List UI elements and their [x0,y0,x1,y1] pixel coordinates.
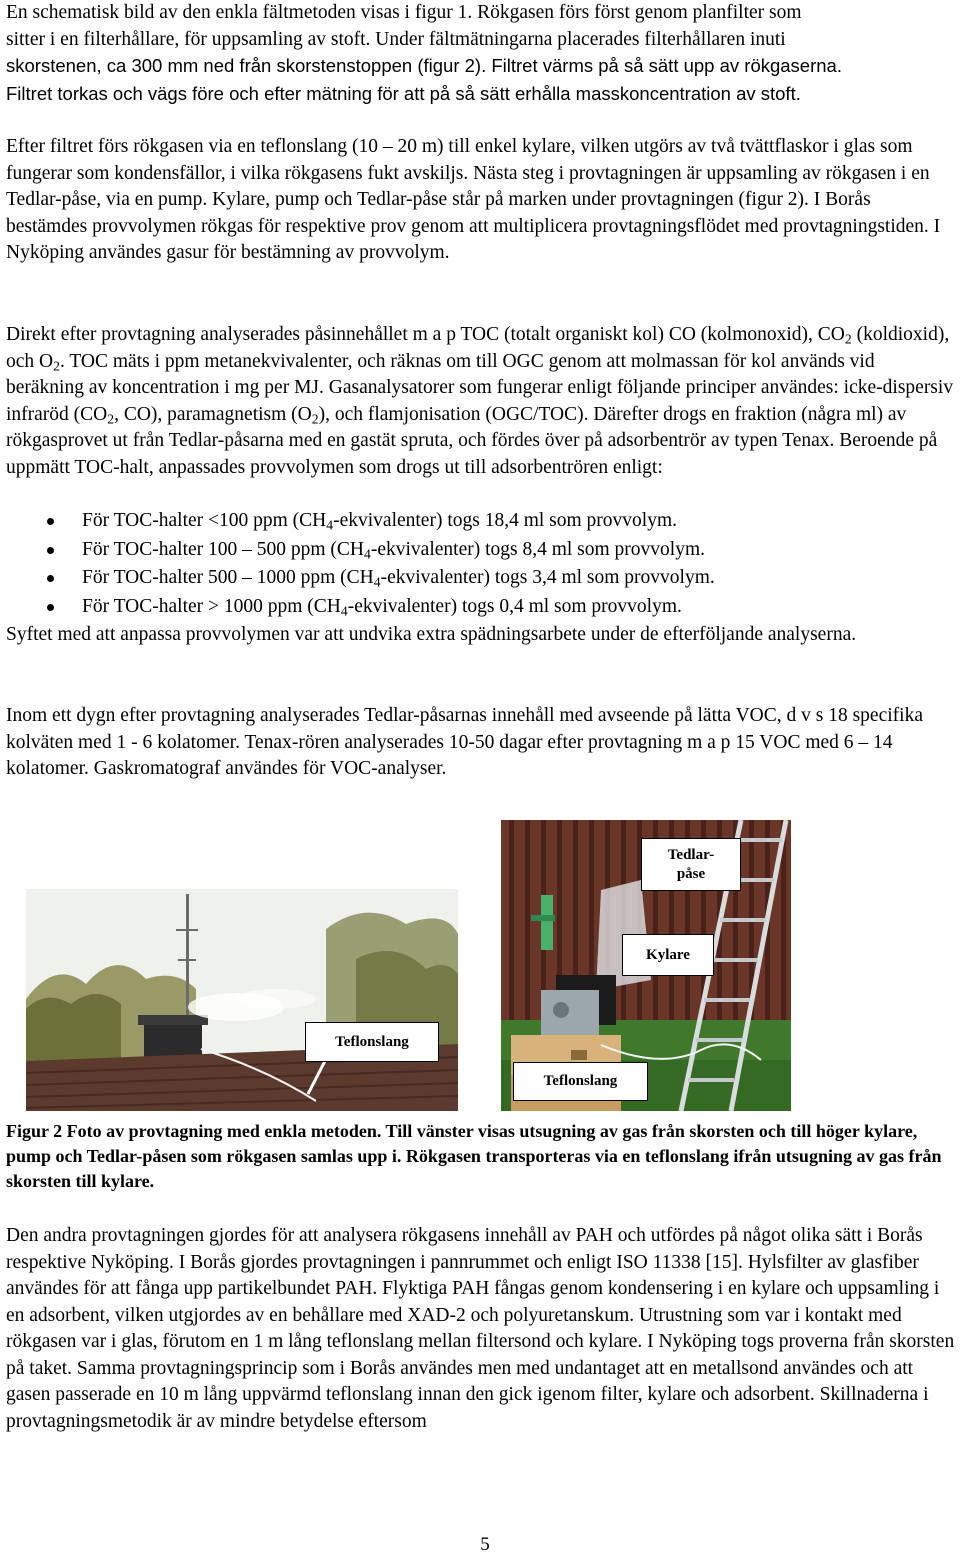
list-item-text: -ekvivalenter) togs 18,4 ml som provvolym. [333,510,678,531]
bullet-icon [47,547,54,554]
label-kylare: Kylare [622,934,714,976]
paragraph-pah: Den andra provtagningen gjordes för att analysera rökgasens innehåll av PAH och utfördes på något olika sätt i Borås respektive Nyköping. I Borås gjordes provtagningen i pannrummet och enligt ISO 11338 [15]. Hylsfilter av glasfiber användes för att fånga upp partikelbundet PAH. Flyktiga PAH fångas genom kondensering i en kylare och uppsamling i en adsorbent, vilken utgjordes av en behållare med XAD-2 och polyuretanskum. Utrustning som var i kontakt med rökgasen var i glas, förutom en 1 m lång teflonslang mellan filtersond och kylare. I Nyköping togs proverna från skorsten på taket. Samma provtagningsprincip som i Borås användes men med undantaget att en metallsond användes och att gasen passerade en 10 m lång uppvärmd teflonslang innan den gick igenom filter, kylare och adsorbent. Skillnaderna i provtagningsmetodik är av mindre betydelse eftersom [6,1225,955,1432]
subscript-4: 4 [373,574,381,590]
bullet-icon [47,575,54,582]
label-tedlar-bag [641,838,741,891]
chimney-photo-graphic [26,889,458,1111]
paragraph-teflonslang: Efter filtret förs rökgasen via en teflonslang (10 – 20 m) till enkel kylare, vilken utgörs av två tvättflaskor i glas som fungerar som kondensfällor, i vilka rökgasens fukt avskiljs. Nästa steg i provtagningen är uppsamling av rökgasen i en Tedlar-påse, via en pump. Kylare, pump och Tedlar-påse står på marken under provtagningen (figur 2). I Borås bestämdes provvolymen rökgas för respektive prov genom att multiplicera provtagningsflödet med provtagningstiden. I Nyköping användes gasur för bestämning av provvolym. [6,136,941,263]
page-number: 5 [480,1534,490,1555]
bullet-icon [47,604,54,611]
intro-line-2: sitter i en filterhållare, för uppsamling av stoft. Under fältmätningarna placerades filterhållaren inuti [6,28,786,50]
list-item-text: -ekvivalenter) togs 8,4 ml som provvolym. [370,538,706,560]
analysis-text-2: (koldioxid), och O [6,324,950,372]
list-item [6,508,946,537]
label-tedlar-line-1: Tedlar- [667,846,715,863]
list-item-text: För TOC-halter <100 ppm (CH [82,510,327,531]
label-teflonslang-left: Teflonslang [305,1022,439,1062]
photo-chimney-roof [26,889,458,1111]
list-item-text: För TOC-halter 500 – 1000 ppm (CH [82,567,374,588]
analysis-text-5: ), och flamjonisation (OGC/TOC). Därefter drogs en fraktion (några ml) av rökgasprovet ut från Tedlar-påsarna med en gastät spruta, och fördes över på adsorbentrör av typen Tenax. Beroende på uppmätt TOC-halt, anpassades provvolymen som drogs ut till adsorbentrören enligt: [6,403,938,478]
subscript-4: 4 [340,602,348,618]
list-item [6,594,946,623]
paragraph-intro [6,0,956,108]
subscript-2: 2 [107,410,115,426]
bullet-icon [47,518,54,525]
list-item-text: För TOC-halter > 1000 ppm (CH [82,595,341,617]
analysis-text-3: . TOC mäts i ppm metanekvivalenter, och räknas om till OGC genom att molmassan för kol används vid beräkning av koncentration i mg per MJ. Gasanalysatorer som fungerar enligt följande principer användes: icke-dispersiv infraröd (CO [6,350,954,425]
list-item-text: För TOC-halter 100 – 500 ppm (CH [82,538,365,560]
paragraph-analysis [6,322,956,481]
subscript-2: 2 [844,331,852,347]
analysis-text-4: , CO), paramagnetism (O [114,403,312,425]
analysis-text-1: Direkt efter provtagning analyserades påsinnehållet m a p TOC (totalt organiskt kol) CO (kolmonoxid), CO [6,324,845,345]
subscript-2: 2 [311,410,319,426]
toc-volume-list [6,508,946,622]
intro-line-1: En schematisk bild av den enkla fältmetoden visas i figur 1. Rökgasen förs först genom planfilter som [6,2,802,23]
paragraph-purpose: Syftet med att anpassa provvolymen var att undvika extra spädningsarbete under de efterföljande analyserna. [6,624,857,645]
subscript-4: 4 [364,545,371,561]
paragraph-voc: Inom ett dygn efter provtagning analyserades Tedlar-påsarnas innehåll med avseende på lätta VOC, d v s 18 specifika kolväten med 1 - 6 kolatomer. Tenax-rören analyserades 10-50 dagar efter provtagning m a p 15 VOC med 6 – 14 kolatomer. Gaskromatograf användes för VOC-analyser. [6,705,923,779]
list-item [6,537,946,566]
intro-line-3: skorstenen, ca 300 mm ned från skorstenstoppen (figur 2). Filtret värms på så sätt upp av rökgaserna. [6,55,842,76]
label-teflonslang-right: Teflonslang [513,1062,648,1101]
subscript-4: 4 [326,517,334,533]
subscript-2: 2 [53,357,60,373]
intro-line-4: Filtret torkas och vägs före och efter mätning för att på så sätt erhålla masskoncentration av stoft. [6,82,801,104]
list-item-text: -ekvivalenter) togs 3,4 ml som provvolym. [380,567,715,588]
list-item [6,565,946,594]
label-tedlar-line-2: påse [676,865,706,882]
list-item-text: -ekvivalenter) togs 0,4 ml som provvolym. [347,595,682,617]
figure-caption: Figur 2 Foto av provtagning med enkla metoden. Till vänster visas utsugning av gas från skorsten och till höger kylare, pump och Tedlar-påsen som rökgasen samlas upp i. Rökgasen transporteras via en teflonslang ifrån utsugning av gas från skorsten till kylare. [6,1121,942,1191]
